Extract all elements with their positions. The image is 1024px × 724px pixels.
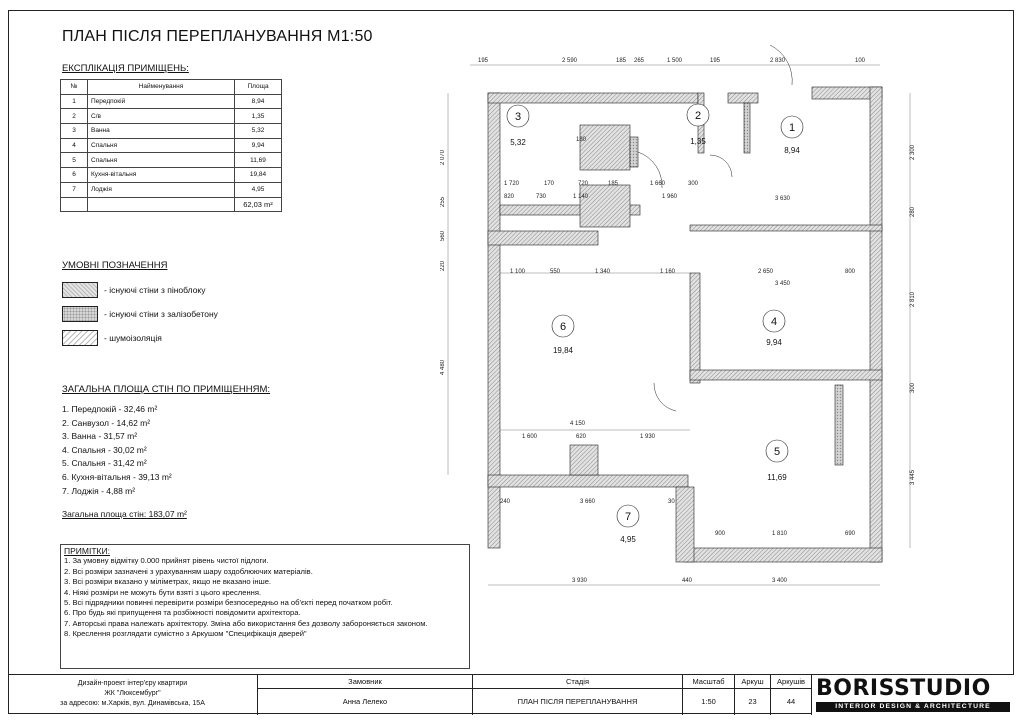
walls-total: Загальна площа стін: 183,07 m² <box>62 509 187 519</box>
col-area: Площа <box>235 80 282 95</box>
cell-area: 5,32 <box>235 124 282 139</box>
note-item: 6. Про будь які припущення та розбіжності повідомити архітектора. <box>64 608 301 618</box>
cell-area: 19,84 <box>235 168 282 183</box>
dim-label: 550 <box>550 269 561 275</box>
cell-no: 5 <box>61 153 88 168</box>
sheets-value: 44 <box>786 697 796 706</box>
notes-box <box>60 544 470 669</box>
dim-label: 2 830 <box>770 58 786 64</box>
cell-area: 9,94 <box>235 138 282 153</box>
dim-label: 1 160 <box>660 269 676 275</box>
cell-name: Кухня-вітальня <box>88 168 235 183</box>
wall <box>685 548 882 562</box>
sheet-cell <box>735 675 771 715</box>
svg-text:5: 5 <box>773 446 781 458</box>
studio-logo <box>812 675 1014 715</box>
dim-label: 185 <box>616 58 627 64</box>
dim-label: 185 <box>608 181 619 187</box>
note-item: 5. Всі підрядники повинні перевірити розміри безпосередньо на об'єкті перед початком робіт. <box>64 598 393 608</box>
client-label: Замовник <box>258 675 472 689</box>
floor-plan <box>440 45 930 595</box>
sheet-value: 23 <box>748 697 757 706</box>
cell-no: 6 <box>61 168 88 183</box>
room-marker <box>763 310 785 347</box>
dim-label: 730 <box>536 194 547 200</box>
dim-label: 4 480 <box>440 359 446 375</box>
list-item: 3. Ванна - 31,57 m² <box>62 431 138 442</box>
stage-cell <box>473 675 683 715</box>
dim-label: 300 <box>688 181 699 187</box>
dim-label: 1 100 <box>510 269 526 275</box>
svg-text:1,35: 1,35 <box>690 137 706 146</box>
sound-insulation-swatch <box>62 330 98 346</box>
foam-block-wall-swatch <box>62 282 98 298</box>
door-swing <box>654 383 676 411</box>
wall <box>676 487 694 562</box>
col-name: Найменування <box>88 80 235 95</box>
legend-label: - існуючі стіни з залізобетону <box>104 309 218 319</box>
dim-label: 195 <box>478 58 489 64</box>
wall <box>728 93 758 103</box>
client-value: Анна Лелеко <box>342 697 388 706</box>
dim-label: 1 340 <box>595 269 611 275</box>
wall <box>690 370 882 380</box>
project-line: ЖК "Люксембург" <box>104 690 161 697</box>
list-item: 6. Кухня-вітальня - 39,13 m² <box>62 471 172 482</box>
cell-area: 8,94 <box>235 94 282 109</box>
scale-cell <box>683 675 735 715</box>
list-item: 5. Спальня - 31,42 m² <box>62 458 147 469</box>
dim-label: 900 <box>715 531 726 537</box>
room-marker <box>781 116 803 155</box>
title-block <box>8 674 1014 714</box>
note-item: 7. Авторські права належать архітектору. Зміна або використання без дозволу забороняється законом. <box>64 618 428 628</box>
wall <box>488 93 698 103</box>
scale-value: 1:50 <box>701 697 716 706</box>
explication-total: 62,03 m² <box>235 197 282 212</box>
list-item: 4. Спальня - 30,02 m² <box>62 444 147 455</box>
cell-area: 4,95 <box>235 182 282 197</box>
room-marker <box>617 505 639 544</box>
wall <box>580 185 630 227</box>
cell-name: С/в <box>88 109 235 124</box>
list-item: 7. Лоджія - 4,88 m² <box>62 485 136 496</box>
dim-label: 1 140 <box>573 194 589 200</box>
scale-label: Масштаб <box>683 675 734 689</box>
svg-text:2: 2 <box>694 110 702 122</box>
dim-label: 3 450 <box>775 281 791 287</box>
table-row <box>61 94 282 109</box>
cell-name: Спальня <box>88 138 235 153</box>
col-no: № <box>61 80 88 95</box>
stage-label: Стадія <box>473 675 682 689</box>
svg-text:9,94: 9,94 <box>766 338 782 347</box>
dim-label: 100 <box>855 58 866 64</box>
cell-name: Ванна <box>88 124 235 139</box>
wall <box>690 273 700 383</box>
room-marker <box>552 315 574 355</box>
dim-label: 3 660 <box>580 499 596 505</box>
svg-text:7: 7 <box>624 511 632 523</box>
stage-value: ПЛАН ПІСЛЯ ПЕРЕПЛАНУВАННЯ <box>517 697 638 706</box>
logo-text: BORISSTUDIO <box>816 676 991 701</box>
walls-list <box>62 403 172 498</box>
logo-tagline: INTERIOR DESIGN & ARCHITECTURE <box>816 702 1010 712</box>
client-cell <box>258 675 473 715</box>
table-row <box>61 153 282 168</box>
room-marker <box>507 105 529 147</box>
sheets-label: Аркушів <box>771 675 811 689</box>
dim-label: 560 <box>440 230 446 241</box>
cell-name: Передпокій <box>88 94 235 109</box>
sheets-cell <box>771 675 812 715</box>
legend-item <box>62 330 162 346</box>
legend-label: - існуючі стіни з піноблоку <box>104 285 206 295</box>
wall <box>744 103 750 153</box>
dim-label: 2 070 <box>440 149 446 165</box>
note-item: 4. Ніякі розміри не можуть бути взяті з цього креслення. <box>64 587 262 597</box>
svg-text:4,95: 4,95 <box>620 535 636 544</box>
table-row <box>61 124 282 139</box>
dim-label: 1 660 <box>650 181 666 187</box>
dim-label: 180 <box>576 137 587 143</box>
cell-name: Спальня <box>88 153 235 168</box>
dim-label: 1 500 <box>667 58 683 64</box>
dim-label: 800 <box>845 269 856 275</box>
svg-text:3: 3 <box>514 111 522 123</box>
dim-label: 720 <box>578 181 589 187</box>
wall <box>870 87 882 562</box>
dim-label: 2 650 <box>758 269 774 275</box>
dim-label: 30 <box>668 499 675 505</box>
cell-area: 1,35 <box>235 109 282 124</box>
dim-label: 1 720 <box>504 181 520 187</box>
note-item: 2. Всі розміри зазначені з урахуванням шару оздоблюючих матеріалів. <box>64 566 313 576</box>
wall <box>570 445 598 475</box>
project-line: за адресою: м.Харків, вул. Динамівська, 15А <box>60 700 205 707</box>
wall <box>835 385 843 465</box>
wall <box>488 231 598 245</box>
dim-label: 2 590 <box>562 58 578 64</box>
dim-label: 3 930 <box>572 578 588 584</box>
cell-no: 4 <box>61 138 88 153</box>
svg-text:6: 6 <box>559 321 567 333</box>
walls <box>488 87 882 562</box>
wall <box>580 125 630 170</box>
dim-label: 3 630 <box>775 196 791 202</box>
room-marker <box>766 440 788 482</box>
dim-label: 255 <box>440 196 446 207</box>
drawing-title: ПЛАН ПІСЛЯ ПЕРЕПЛАНУВАННЯ М1:50 <box>62 28 373 45</box>
project-line: Дизайн-проект інтер'єру квартири <box>77 680 188 687</box>
dim-label: 1 960 <box>662 194 678 200</box>
table-row-total <box>61 197 282 212</box>
cell-name: Лоджія <box>88 182 235 197</box>
concrete-wall-swatch <box>62 306 98 322</box>
walls-heading: ЗАГАЛЬНА ПЛОЩА СТІН ПО ПРИМІЩЕННЯМ: <box>62 384 271 395</box>
dim-label: 170 <box>544 181 555 187</box>
dim-label: 1 930 <box>640 434 656 440</box>
project-info <box>8 675 258 715</box>
svg-text:4: 4 <box>770 316 778 328</box>
svg-text:1: 1 <box>788 122 796 134</box>
notes-heading: ПРИМІТКИ: <box>64 546 110 556</box>
dim-label: 265 <box>634 58 645 64</box>
table-row <box>61 80 282 95</box>
sheet-label: Аркуш <box>735 675 770 689</box>
svg-text:8,94: 8,94 <box>784 146 800 155</box>
dim-label: 300 <box>910 382 916 393</box>
table-row <box>61 182 282 197</box>
dim-label: 440 <box>682 578 693 584</box>
legend-label: - шумоізоляція <box>104 333 162 343</box>
list-item: 2. Санвузол - 14,62 m² <box>62 417 151 428</box>
cell-no: 7 <box>61 182 88 197</box>
cell-no: 3 <box>61 124 88 139</box>
dim-label: 3 400 <box>772 578 788 584</box>
dim-label: 1 600 <box>522 434 538 440</box>
table-row <box>61 138 282 153</box>
room-marker <box>687 104 709 146</box>
dim-label: 2 810 <box>910 291 916 307</box>
svg-text:5,32: 5,32 <box>510 138 526 147</box>
dim-label: 690 <box>845 531 856 537</box>
legend-item <box>62 282 205 298</box>
dim-label: 620 <box>576 434 587 440</box>
dim-label: 220 <box>440 260 446 271</box>
cell-no: 2 <box>61 109 88 124</box>
note-item: 8. Креслення розглядати сумістно з Аркушом "Специфікація дверей" <box>64 629 307 639</box>
dim-label: 240 <box>500 499 511 505</box>
explication-table <box>60 79 282 212</box>
svg-text:19,84: 19,84 <box>552 346 574 355</box>
list-item: 1. Передпокій - 32,46 m² <box>62 404 158 414</box>
wall <box>488 475 688 487</box>
explication-heading: ЕКСПЛІКАЦІЯ ПРИМІЩЕНЬ: <box>62 63 189 74</box>
door-swing <box>710 155 732 177</box>
cell-area: 11,69 <box>235 153 282 168</box>
note-item: 1. За умовну відмітку 0.000 прийнят рівень чистої підлоги. <box>64 556 269 566</box>
legend-heading: УМОВНІ ПОЗНАЧЕННЯ <box>62 260 168 271</box>
dim-label: 195 <box>710 58 721 64</box>
table-row <box>61 168 282 183</box>
dim-label: 3 445 <box>910 469 916 485</box>
dim-label: 4 150 <box>570 421 586 427</box>
svg-text:11,69: 11,69 <box>767 473 787 482</box>
dim-label: 280 <box>910 206 916 217</box>
wall <box>690 225 882 231</box>
cell-no: 1 <box>61 94 88 109</box>
note-item: 3. Всі розміри вказано у міліметрах, якщо не вказано інше. <box>64 577 272 587</box>
dim-label: 1 810 <box>772 531 788 537</box>
dim-label: 2 300 <box>910 144 916 160</box>
legend-item <box>62 306 218 322</box>
wall <box>630 137 638 167</box>
dim-label: 820 <box>504 194 515 200</box>
table-row <box>61 109 282 124</box>
